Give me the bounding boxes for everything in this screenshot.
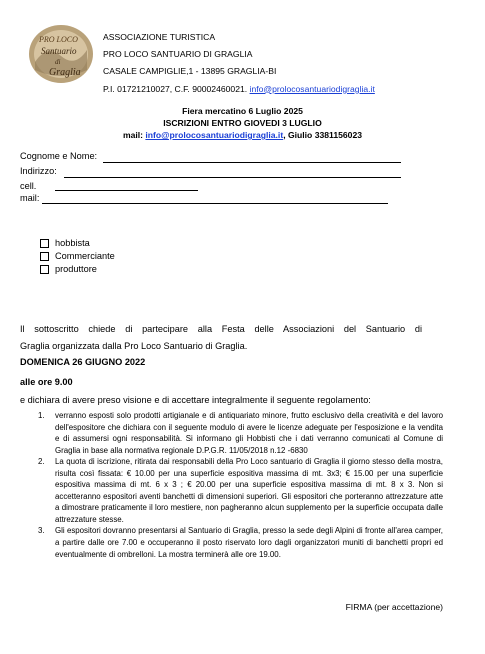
contact-suffix: , Giulio 3381156023	[283, 130, 363, 140]
address-label: Indirizzo:	[20, 166, 57, 176]
mail-label: mail:	[20, 193, 40, 203]
rule-item	[38, 456, 443, 525]
name-label: Cognome e Nome:	[20, 151, 98, 161]
declaration-paragraph	[20, 321, 422, 355]
checkbox[interactable]	[40, 252, 49, 261]
rules-list	[38, 410, 443, 560]
option-label: hobbista	[55, 238, 90, 248]
logo-text-1: PRO LOCO	[39, 35, 78, 44]
checkbox[interactable]	[40, 239, 49, 248]
option-commerciante[interactable]	[40, 251, 115, 261]
contact-email-link[interactable]: info@prolocosantuariodigraglia.it	[145, 130, 284, 140]
event-title: Fiera mercatino 6 Luglio 2025	[182, 106, 303, 116]
rule-number: 1.	[38, 411, 45, 420]
contact-prefix: mail:	[122, 130, 146, 140]
org-name: PRO LOCO SANTUARIO DI GRAGLIA	[103, 49, 253, 60]
checkbox[interactable]	[40, 265, 49, 274]
option-label: Commerciante	[55, 251, 115, 261]
org-fiscal: P.I. 01721210027, C.F. 90002460021.	[103, 83, 248, 94]
option-hobbista[interactable]	[40, 238, 90, 248]
event-time: alle ore 9.00	[20, 377, 73, 387]
org-type: ASSOCIAZIONE TURISTICA	[103, 32, 216, 42]
option-produttore[interactable]	[40, 264, 97, 274]
pro-loco-logo	[27, 22, 95, 86]
name-field[interactable]	[103, 162, 401, 163]
logo-text-4: Graglia	[49, 67, 81, 78]
option-label: produttore	[55, 264, 97, 274]
rule-text: La quota di iscrizione, ritirata dai responsabili della Pro Loco santuario di Graglia il giorno stesso della mostra, risulta così fissata: € 10.00 per una superficie espositiva massima di mt. 3x3; € 15.00 per una superficie espositiva massima di mt. 6 x 3 ; € 20.00 per una superficie espositiva massima di mt. 8 x 3. Non si accetteranno espositori aventi banchetti di dimensioni superiori. Gli espositori che porteranno attrezzature atte a dimostrare praticamente il loro mestiere, non pagheranno alcun supplemento per la superficie occupata dalle attrezzature stesse.	[55, 457, 443, 524]
org-address: CASALE CAMPIGLIE,1 - 13895 GRAGLIA-BI	[103, 66, 277, 77]
logo-text-3: di	[55, 58, 61, 66]
rule-item	[38, 410, 443, 456]
mail-field[interactable]	[42, 203, 388, 204]
address-field[interactable]	[64, 177, 401, 178]
rule-text: Gli espositori dovranno presentarsi al Santuario di Graglia, presso la sede degli Alpini di fronte all'area camper, a partire dalle ore 7.00 e occuperanno il posto riservato loro dagli organizzatori muniti di banchetti propri ed eventualmente di ombrelloni. La mostra terminerà alle ore 19.00.	[55, 526, 443, 559]
declaration-line-1: Il sottoscritto chiede di partecipare alla Festa delle Associazioni del Santuario di	[20, 324, 422, 334]
cell-label: cell.	[20, 181, 37, 191]
signature-label: FIRMA (per accettazione)	[345, 602, 443, 612]
event-contact	[0, 130, 485, 140]
rule-number: 3.	[38, 526, 45, 536]
organization-header	[103, 29, 375, 98]
org-fiscal-line	[103, 81, 375, 98]
declaration-line-2: Graglia organizzata dalla Pro Loco Santuario di Graglia.	[20, 341, 248, 351]
event-deadline: ISCRIZIONI ENTRO GIOVEDI 3 LUGLIO	[163, 118, 322, 128]
logo-text-2: Santuario	[41, 46, 77, 56]
event-date: DOMENICA 26 GIUGNO 2022	[20, 357, 146, 367]
rule-number: 2.	[38, 457, 45, 467]
cell-field[interactable]	[55, 190, 198, 191]
rule-item	[38, 525, 443, 560]
acceptance-statement: e dichiara di avere preso visione e di accettare integralmente il seguente regolamento:	[20, 395, 371, 405]
org-email-link[interactable]: info@prolocosantuariodigraglia.it	[249, 83, 375, 94]
rule-text: verranno esposti solo prodotti artigianale e di antiquariato minore, frutto esclusivo della creatività e del lavoro dell'espositore che dichiara con il seguente modulo di avere le licenze adeguate per l'esposizione e la vendita e di assumersi ogni responsabilità. Si informano gli Hobbisti che i dati verranno comunicati al Comune di Graglia in base alla normativa regionale D.P.G.R. 11/05/2018 n.12 -6830	[55, 411, 443, 455]
